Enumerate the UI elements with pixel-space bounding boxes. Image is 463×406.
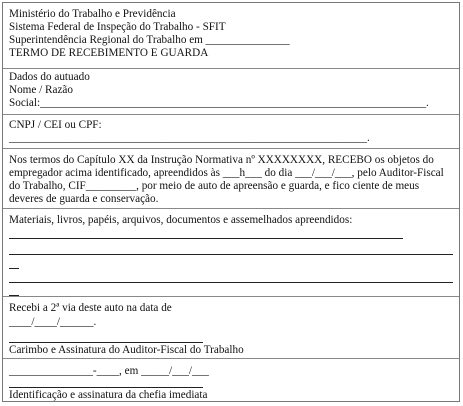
cnpj-label: CNPJ / CEI ou CPF: <box>9 119 102 131</box>
receipt-date-field: ____/____/______. <box>9 316 97 328</box>
social-name-field: Social:_____________________________________________________________________. <box>9 97 429 109</box>
autuado-heading: Dados do autuado <box>9 71 90 83</box>
header-section <box>3 3 459 69</box>
materials-line-3 <box>9 268 19 269</box>
document-form <box>2 2 460 402</box>
chefia-section <box>3 359 459 403</box>
materials-line-1 <box>9 238 403 239</box>
declaration-text: Nos termos do Capítulo XX da Instrução Normativa nº XXXXXXXX, RECEBO os objetos do empregador acima identificado, apreendidos às ___h___ do dia ___/___/___, pelo Auditor-Fiscal do Trabalho, CIF_________, por meio de auto de apreensão e guarda, e fico ciente de meus deveres de guarda e conservação. <box>9 154 444 205</box>
document-title: TERMO DE RECEBIMENTO E GUARDA <box>9 47 209 59</box>
chefia-caption: Identificação e assinatura da chefia imediata <box>9 389 208 401</box>
materials-line-4 <box>9 282 453 283</box>
materials-line-2 <box>9 254 453 255</box>
name-label: Nome / Razão <box>9 84 73 96</box>
regional-superintendence: Superintendência Regional do Trabalho em _______________ <box>9 34 290 46</box>
declaration-section <box>3 149 459 209</box>
receipt-section <box>3 297 459 359</box>
cnpj-section <box>3 115 459 149</box>
autuado-section <box>3 69 459 115</box>
receipt-label: Recebi a 2ª via deste auto na data de <box>9 302 172 314</box>
materials-section <box>3 209 459 297</box>
place-date-field: _______________-____, em _____/___/___ <box>9 365 209 377</box>
materials-label: Materiais, livros, papéis, arquivos, documentos e assemelhados apreendidos: <box>9 214 353 226</box>
ministry-name: Ministério do Trabalho e Previdência <box>9 8 176 20</box>
system-name: Sistema Federal de Inspeção do Trabalho - SFIT <box>9 21 226 33</box>
chefia-signature-line <box>9 387 203 388</box>
cnpj-field: ________________________________________________________________. <box>9 132 370 144</box>
signature-caption: Carimbo e Assinatura do Auditor-Fiscal do Trabalho <box>9 344 244 356</box>
signature-line <box>9 342 203 343</box>
materials-line-5 <box>9 295 19 296</box>
